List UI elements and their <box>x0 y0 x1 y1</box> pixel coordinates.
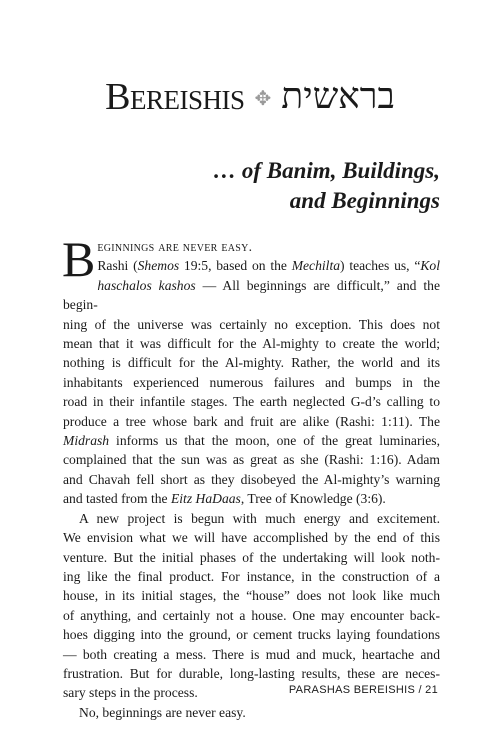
text-line: ning of the universe was certainly no exception. This does not <box>63 316 440 332</box>
title-hebrew: בראשית <box>281 76 395 117</box>
text-line: We envision what we will have accomplished by the end of this <box>63 530 440 546</box>
running-footer: PARASHAS BEREISHIS / 21 <box>288 684 438 696</box>
chapter-title <box>0 78 500 116</box>
body-text <box>62 231 440 722</box>
text-line: — both creating a mess. There is mud and muck, heartache and <box>63 646 440 662</box>
text-line: venture. But the initial phases of the undertaking will look noth- <box>63 549 440 565</box>
text-line: and Chavah fell short as they disobeyed the Al-mighty’s warning <box>63 471 440 487</box>
subtitle-line-2: and Beginnings <box>289 188 440 213</box>
text-line: sary steps in the process. <box>63 685 198 701</box>
paragraph-1 <box>62 231 440 509</box>
text-line: and tasted from the Eitz HaDaas, Tree of Knowledge (3:6). <box>63 491 386 507</box>
paragraph-3 <box>63 703 440 722</box>
text-line: hoes digging into the ground, or cement trucks laying foundations <box>63 627 440 643</box>
paragraph-2 <box>63 509 440 703</box>
text-line: produce a tree whose bark and fruit are alike (Rashi: 1:11). The <box>63 413 440 429</box>
text-line: inhabitants experienced numerous failures and bumps in the <box>63 374 440 390</box>
text-line: A new project is begun with much energy and excitement. <box>79 510 440 526</box>
text-line: Midrash informs us that the moon, one of the great luminaries, <box>63 433 440 449</box>
text-line: house, in its initial stages, the “house” does not look like much <box>63 588 440 604</box>
drop-cap: B <box>62 231 96 287</box>
title-latin: Bereishis <box>105 76 245 118</box>
chapter-subtitle <box>60 156 440 216</box>
text-line: No, beginnings are never easy. <box>79 704 246 720</box>
text-line: of anything, and certainly not a house. One may encounter back- <box>63 607 440 623</box>
text-line: ing like the final product. For instance, in the construction of a <box>63 568 440 584</box>
text-line: complained that the sun was as great as she (Rashi: 1:16). Adam <box>63 452 440 468</box>
opening-line: eginnings are never easy. <box>97 239 253 254</box>
text-line: frustration. But for durable, long-lasting results, these are neces- <box>63 665 440 681</box>
text-line: Rashi (Shemos 19:5, based on the Mechilta) teaches us, “Kol <box>97 258 440 274</box>
text-line: mean that it was difficult for the Al-mighty to create the world; <box>63 336 440 352</box>
subtitle-line-1: … of Banim, Buildings, <box>213 158 440 183</box>
text-line: haschalos kashos — All beginnings are difficult,” and the begin- <box>63 277 440 313</box>
text-line: road in their infantile stages. The earth neglected G-d’s calling to <box>63 394 440 410</box>
ornament-icon: ✥ <box>254 88 272 110</box>
text-line: nothing is difficult for the Al-mighty. Rather, the world and its <box>63 355 440 371</box>
